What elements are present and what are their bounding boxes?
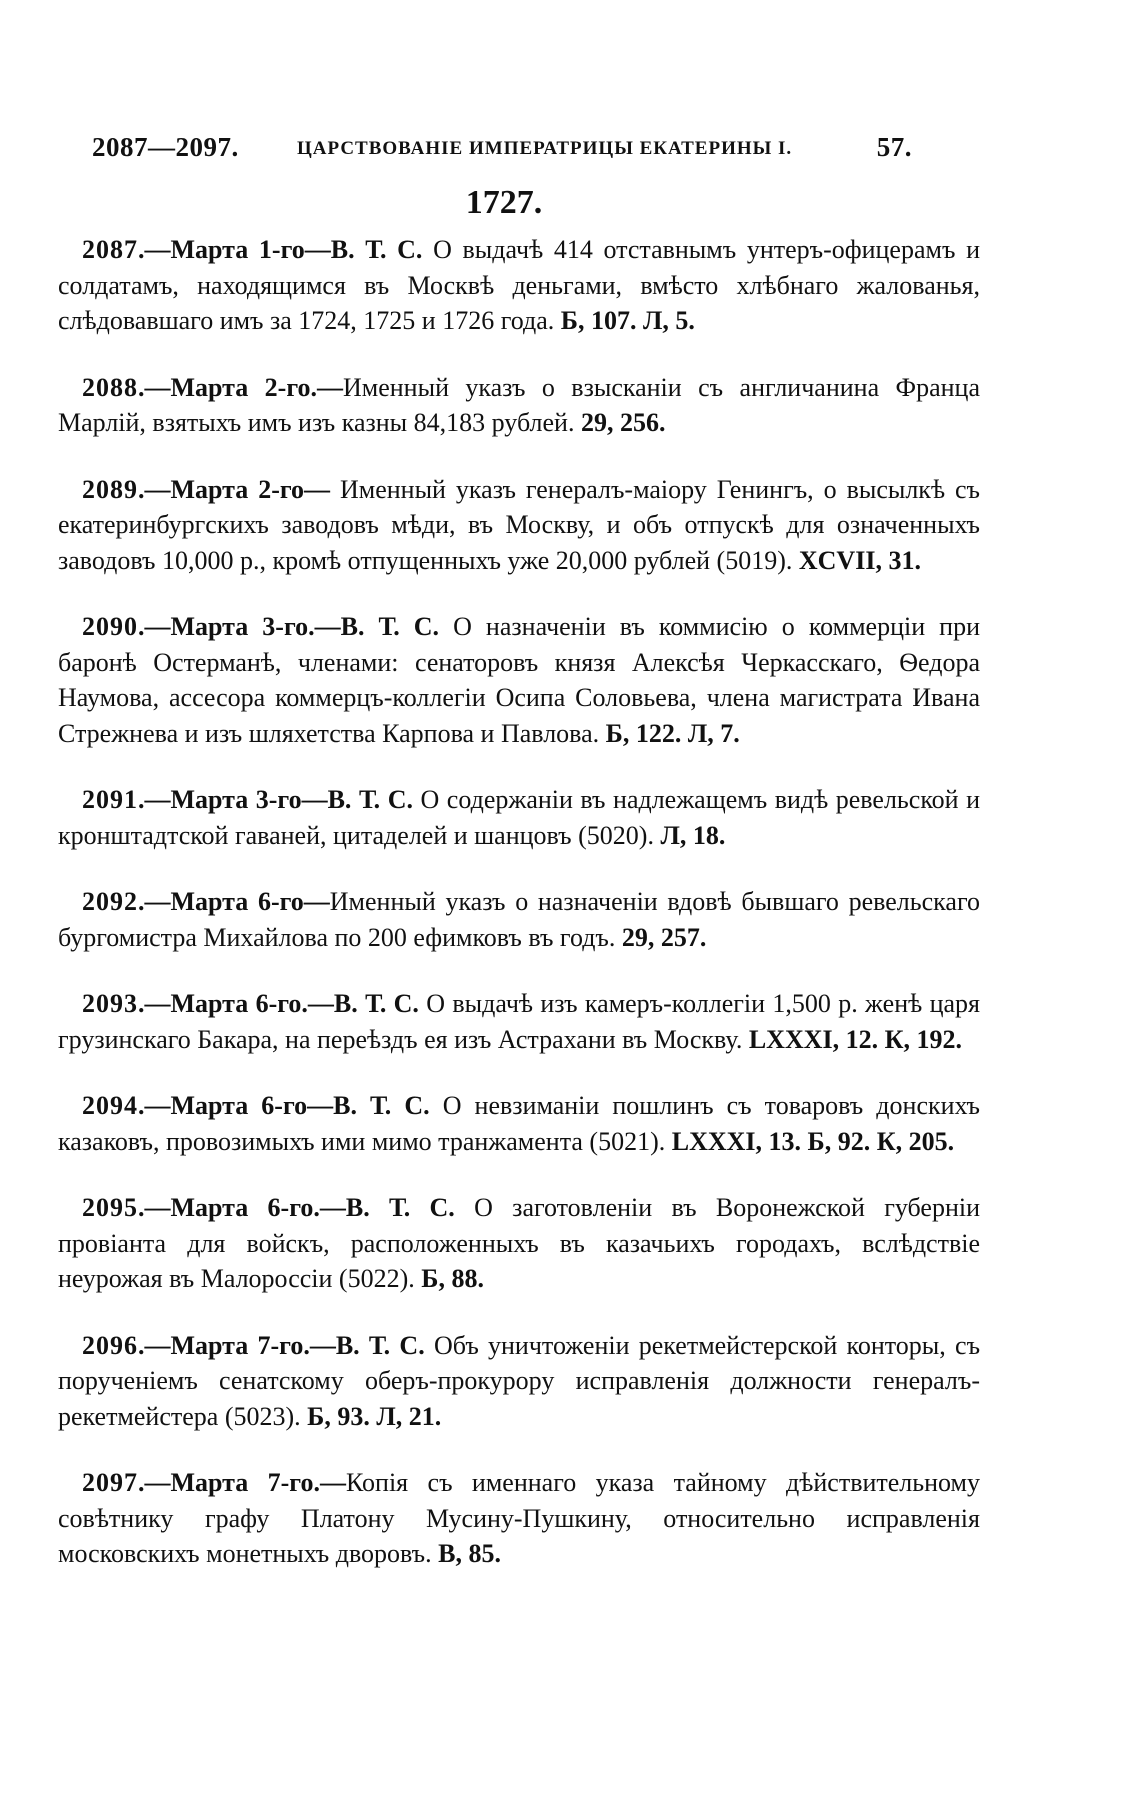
entry-number: 2088: [82, 372, 138, 402]
entry-head: .—Марта 2-го.—: [138, 372, 343, 402]
entry-head: .—Марта 3-го—В. Т. С.: [138, 785, 413, 814]
entry-head: .—Марта 7-го.—: [138, 1468, 346, 1497]
entry-number: 2089: [82, 474, 138, 504]
entry-number: 2092: [82, 887, 138, 916]
entry-refs: В, 85.: [438, 1539, 501, 1568]
entry-text: О назначеніи въ коммисію о коммерціи при баронѣ Остерманѣ, членами: сенаторовъ князя Алексѣя Черкасскаго, Ѳедора Наумова, ассесора коммерцъ-коллегіи Осипа Соловьева, члена магистрата Ивана Стрежнева и изъ шляхетства Карпова и Павлова.: [58, 612, 981, 748]
entry-text: О выдачѣ изъ камеръ-коллегіи 1,500 р. женѣ царя грузинскаго Бакара, на переѣздъ ея изъ Астрахани въ Москву.: [58, 989, 980, 1054]
entry-refs: Б, 93. Л, 21.: [307, 1401, 442, 1431]
entry-text: О невзиманіи пошлинъ съ товаровъ донскихъ казаковъ, провозимыхъ ими мимо транжамента (5021).: [58, 1091, 980, 1156]
entry-refs: XCVII, 31.: [798, 545, 921, 575]
entry: [58, 472, 980, 579]
year-heading: 1727.: [465, 184, 543, 221]
entry-number: 2091: [82, 785, 138, 814]
entry: [58, 782, 980, 853]
page-number: 57.: [876, 132, 912, 162]
entry-refs: LXXXI, 12. К, 192.: [748, 1024, 962, 1054]
entry: [58, 1088, 980, 1159]
entry-head: .—Марта 3-го.—В. Т. С.: [138, 612, 440, 641]
entry-head: .—Марта 6-го.—В. Т. С.: [138, 1193, 455, 1222]
entry-text: О заготовленіи въ Воронежской губерніи провіанта для войскъ, расположенныхъ въ казачьихъ городахъ, вслѣдствіе неурожая въ Малороссіи (5022).: [58, 1193, 980, 1293]
entry: [58, 609, 980, 751]
entry-text: Именный указъ о назначеніи вдовѣ бывшаго ревельскаго бургомистра Михайлова по 200 ефимковъ въ годъ.: [58, 887, 980, 952]
entry-number: 2095: [82, 1193, 138, 1222]
entry-refs: 29, 257.: [621, 922, 707, 952]
entry-head: .—Марта 2-го—: [138, 474, 331, 504]
entry-text: Объ уничтоженіи рекетмейстерской конторы, съ порученіемъ сенатскому оберъ-прокурору исправленія должности генералъ-рекетмейстера (5023).: [58, 1330, 981, 1431]
entry-number: 2096: [82, 1330, 138, 1360]
entry: [58, 232, 980, 339]
entry-number: 2093: [82, 989, 138, 1018]
entry: [58, 1328, 980, 1435]
entry-number: 2094: [82, 1091, 138, 1120]
entry-refs: Л, 18.: [660, 820, 726, 850]
entry-refs: LXXXI, 13. Б, 92. К, 205.: [671, 1126, 955, 1156]
entry-number: 2087: [82, 235, 138, 264]
entry-number: 2090: [82, 612, 138, 641]
entry-head: .—Марта 6-го—: [138, 887, 330, 916]
entry-head: .—Марта 7-го.—В. Т. С.: [138, 1330, 425, 1360]
entry: [58, 1465, 980, 1572]
running-title: ЦАРСТВОВАНІЕ ИМПЕРАТРИЦЫ ЕКАТЕРИНЫ I.: [297, 138, 793, 159]
entry: [58, 986, 980, 1057]
entry-refs: Б, 107. Л, 5.: [560, 306, 695, 335]
entry-head: .—Марта 6-го.—В. Т. С.: [138, 989, 419, 1018]
entry-head: .—Марта 6-го—В. Т. С.: [138, 1091, 430, 1120]
entry-text: Именный указъ о взысканіи съ англичанина Франца Марлій, взятыхъ имъ изъ казны 84,183 рублей.: [58, 372, 980, 437]
running-header: [92, 132, 912, 172]
entry: [58, 1190, 980, 1297]
entry-refs: 29, 256.: [580, 408, 666, 437]
entry-text: Копія съ именнаго указа тайному дѣйствительному совѣтнику графу Платону Мусину-Пушкину, относительно исправленія московскихъ монетныхъ дворовъ.: [58, 1468, 980, 1568]
entry-text: Именный указъ генералъ-маіору Генингъ, о высылкѣ съ екатеринбургскихъ заводовъ мѣди, въ Москву, и объ отпускѣ для означенныхъ заводовъ 10,000 р., кромѣ отпущенныхъ уже 20,000 рублей (5019).: [58, 474, 980, 575]
entry-text: О содержаніи въ надлежащемъ видѣ ревельской и кронштадтской гаваней, цитаделей и шанцовъ (5020).: [58, 785, 980, 850]
entry-range: 2087—2097.: [92, 132, 239, 162]
entry-head: .—Марта 1-го—В. Т. С.: [138, 235, 423, 264]
entry: [58, 370, 980, 441]
entries-list: [58, 232, 980, 1603]
entry-text: О выдачѣ 414 отставнымъ унтеръ-офицерамъ и солдатамъ, находящимся въ Москвѣ деньгами, вмѣсто хлѣбнаго жалованья, слѣдовавшаго имъ за 1724, 1725 и 1726 года.: [58, 235, 980, 335]
entry: [58, 884, 980, 955]
entry-refs: Б, 122. Л, 7.: [605, 718, 740, 748]
entry-refs: Б, 88.: [421, 1264, 484, 1293]
entry-number: 2097: [82, 1468, 138, 1497]
